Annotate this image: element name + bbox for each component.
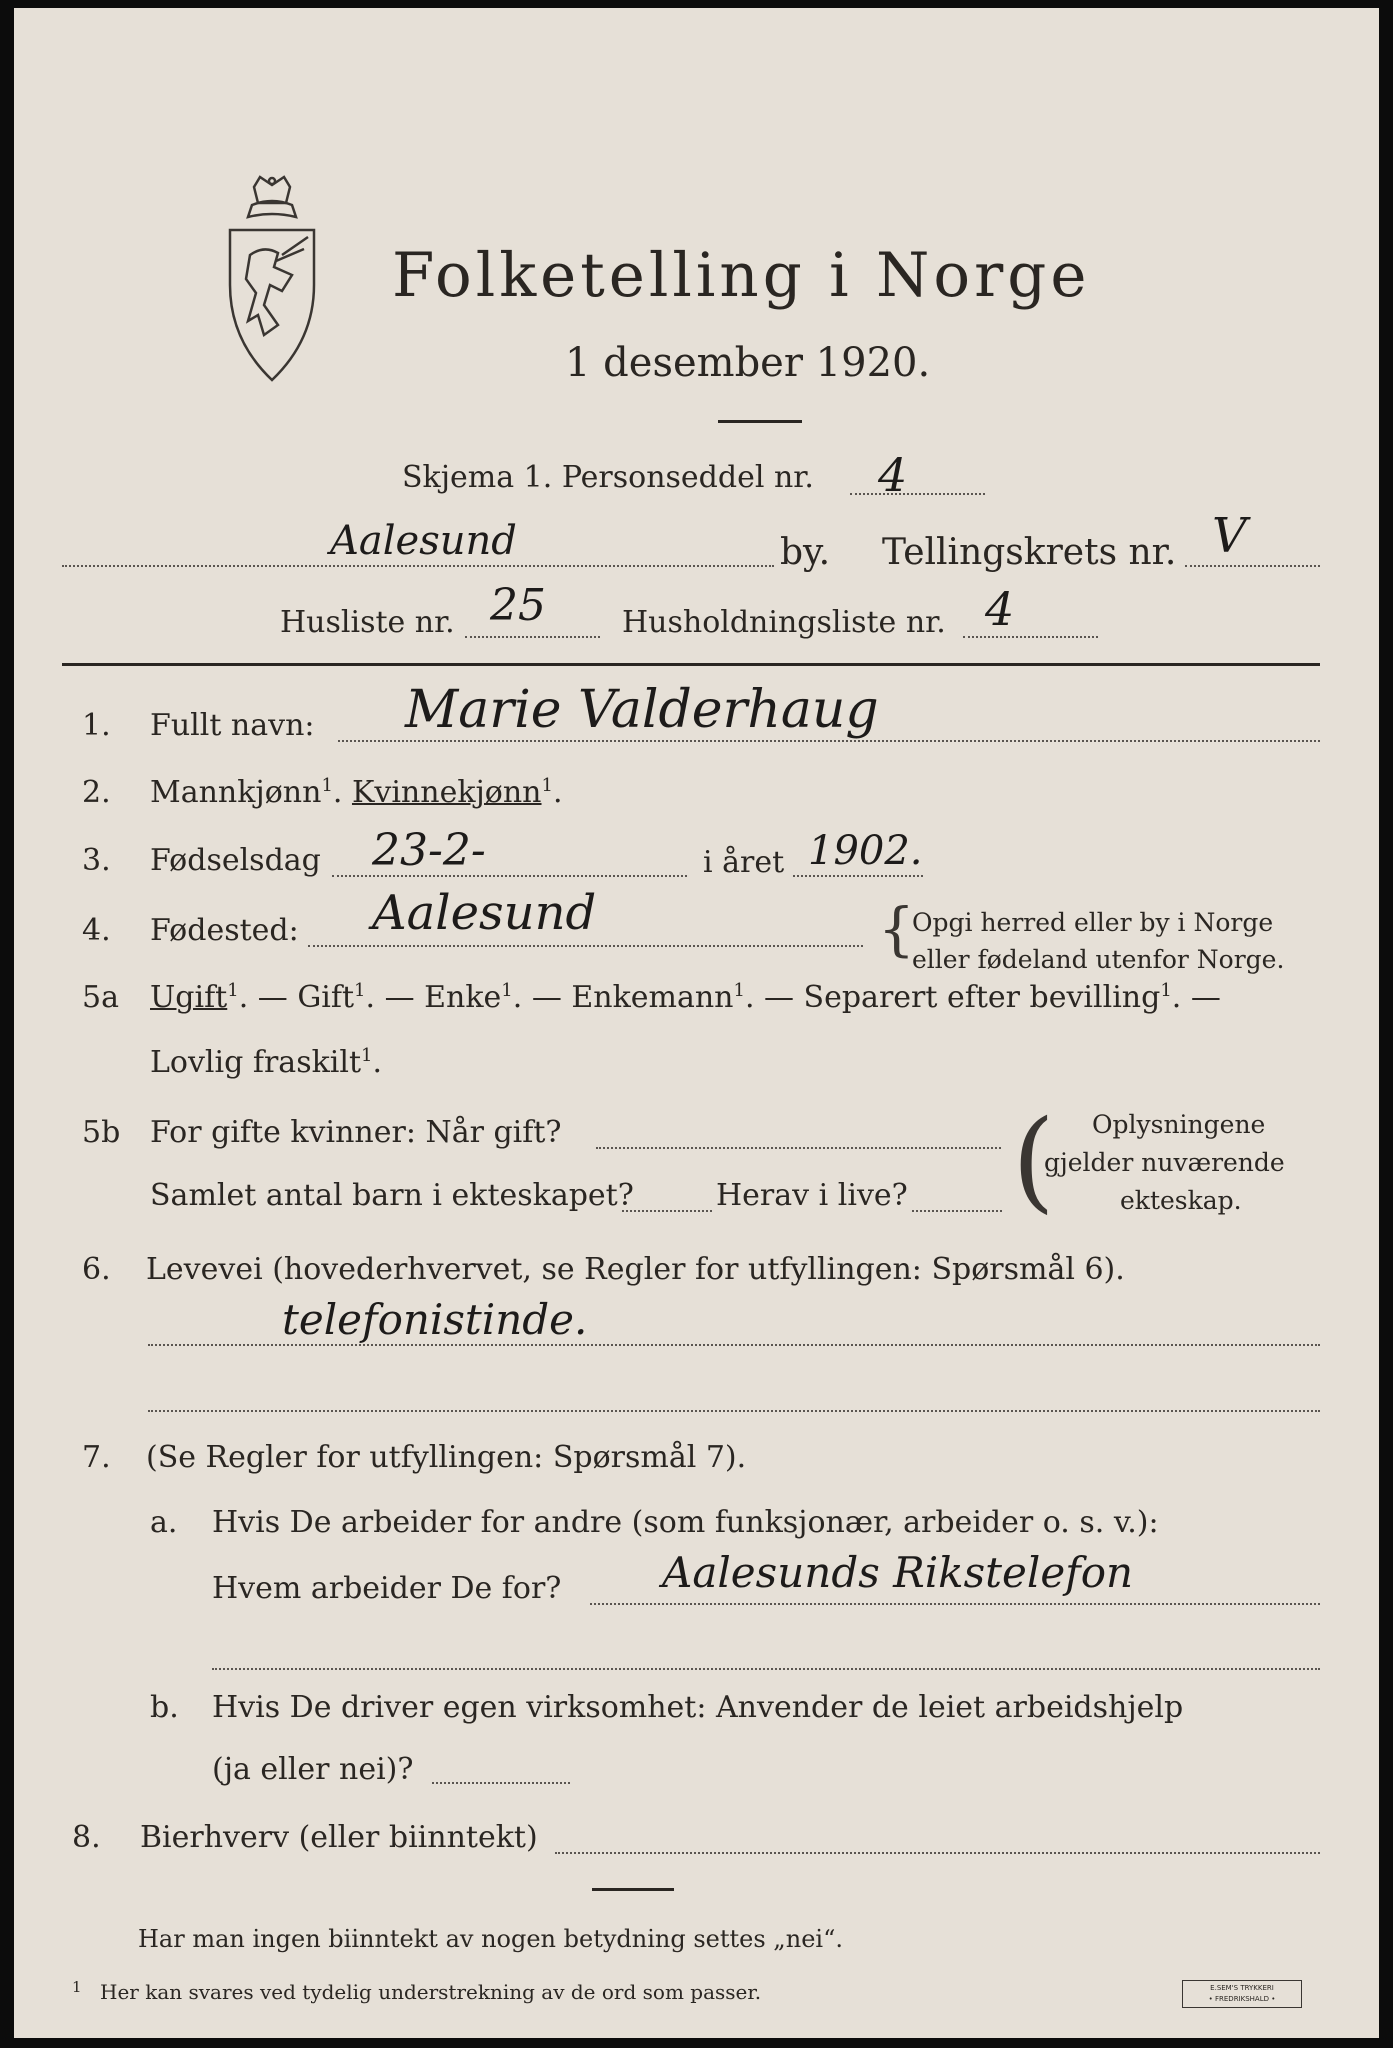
q7-label: (Se Regler for utfyllingen: Spørsmål 7). — [146, 1440, 747, 1475]
q8-underline-stroke — [592, 1888, 674, 1891]
q7a-value: Aalesunds Rikstelefon — [662, 1548, 1134, 1597]
q5b-note-line2: gjelder nuværende — [1044, 1148, 1285, 1177]
q5b-note-line3: ekteskap. — [1120, 1186, 1242, 1215]
q4-brace: { — [878, 895, 915, 963]
printer-stamp: E.SEM'S TRYKKERI • FREDRIKSHALD • — [1182, 1980, 1302, 2008]
q7a-line2: Hvem arbeider De for? — [212, 1571, 562, 1606]
q5a-enkemann: — Enkemann — [531, 980, 734, 1015]
q5b-gift-line — [596, 1147, 1001, 1149]
q5b-label: For gifte kvinner: Når gift? — [150, 1115, 562, 1150]
q3-year: 1902. — [808, 828, 923, 874]
q6-line-2 — [148, 1410, 1320, 1412]
q6-line-1 — [148, 1344, 1320, 1346]
q1-number: 1. — [82, 708, 111, 743]
by-label: by. — [780, 532, 831, 573]
q3-value: 23-2- — [372, 825, 486, 876]
q4-number: 4. — [82, 913, 111, 948]
q7b-line1: Hvis De driver egen virksomhet: Anvender de leiet arbeidshjelp — [212, 1690, 1184, 1725]
section-divider — [62, 663, 1320, 666]
q3-year-line — [793, 875, 923, 877]
by-line — [62, 565, 774, 567]
coat-of-arms-icon — [212, 175, 332, 385]
q5b-barn-line — [622, 1210, 712, 1212]
q1-label: Fullt navn: — [150, 708, 315, 743]
q5b-ilive-line — [912, 1210, 1002, 1212]
header-divider — [718, 420, 802, 423]
q2-number: 2. — [82, 775, 111, 810]
census-date: 1 desember 1920. — [565, 340, 931, 386]
husliste-value: 25 — [490, 580, 546, 631]
q8-number: 8. — [72, 1820, 101, 1855]
q2-mann: Mannkjønn — [150, 775, 322, 810]
q3-label: Fødselsdag — [150, 843, 321, 878]
q5a-fraskilt: Lovlig fraskilt$^1$. — [150, 1045, 383, 1080]
husliste-label: Husliste nr. — [280, 605, 455, 640]
q5a-options: Ugift$^1$. — Gift$^1$. — Enke$^1$. — Enkemann$^1$. — Separert efter bevilling$^1$. — — [150, 980, 1221, 1015]
q3-number: 3. — [82, 843, 111, 878]
by-value: Aalesund — [330, 518, 517, 564]
q7b-line2: (ja eller nei)? — [212, 1752, 414, 1787]
q6-label: Levevei (hovederhvervet, se Regler for utfyllingen: Spørsmål 6). — [146, 1252, 1125, 1287]
q5a-separert: — Separert efter bevilling — [764, 980, 1161, 1015]
personseddel-line — [850, 493, 985, 495]
q5a-ugift: Ugift — [150, 980, 228, 1015]
q5b-number: 5b — [82, 1115, 121, 1150]
q7a-letter: a. — [150, 1505, 178, 1540]
husholdningsliste-line — [963, 636, 1098, 638]
q7a-line-2 — [212, 1668, 1320, 1670]
tellingskrets-value: V — [1212, 508, 1247, 564]
q3-year-label: i året — [703, 845, 785, 880]
form-title: Folketelling i Norge — [392, 240, 1091, 311]
q5a-dash: — — [1190, 980, 1221, 1015]
q6-number: 6. — [82, 1252, 111, 1287]
q7b-line — [432, 1782, 570, 1784]
q5a-number: 5a — [82, 980, 119, 1015]
footnote-text: Her kan svares ved tydelig understrekning av de ord som passer. — [100, 1980, 762, 2004]
footer-note: Har man ingen biinntekt av nogen betydning settes „nei“. — [138, 1925, 843, 1953]
q2-kvinne: Kvinnekjønn — [351, 775, 542, 810]
footnote-mark: 1 — [72, 1978, 82, 1996]
q1-value: Marie Valderhaug — [405, 680, 879, 740]
q7-number: 7. — [82, 1440, 111, 1475]
q7b-letter: b. — [150, 1690, 179, 1725]
q4-label: Fødested: — [150, 913, 299, 948]
q7a-line1: Hvis De arbeider for andre (som funksjonær, arbeider o. s. v.): — [212, 1505, 1159, 1540]
q4-note-line1: Opgi herred eller by i Norge — [912, 908, 1274, 937]
q4-note-line2: eller fødeland utenfor Norge. — [912, 945, 1285, 974]
q6-value: telefonistinde. — [282, 1295, 588, 1344]
q1-line — [338, 740, 1320, 742]
q8-line — [555, 1852, 1320, 1854]
husholdningsliste-label: Husholdningsliste nr. — [622, 605, 946, 640]
q5b-ilive-label: Herav i live? — [716, 1178, 908, 1213]
q8-label: Bierhverv (eller biinntekt) — [140, 1820, 538, 1855]
q7a-line — [590, 1603, 1320, 1605]
husholdningsliste-value: 4 — [985, 582, 1015, 636]
tellingskrets-line — [1185, 565, 1320, 567]
q5b-brace: ( — [1012, 1096, 1055, 1224]
q5a-enke: — Enke — [384, 980, 502, 1015]
skjema-label: Skjema 1. Personseddel nr. — [402, 460, 814, 495]
q4-line — [308, 945, 863, 947]
husliste-line — [465, 636, 600, 638]
q2-options: Mannkjønn$^1$. Kvinnekjønn$^1$. — [150, 775, 563, 810]
personseddel-value: 4 — [878, 448, 908, 502]
q5a-gift: — Gift — [257, 980, 355, 1015]
q5b-barn-label: Samlet antal barn i ekteskapet? — [150, 1178, 634, 1213]
q4-value: Aalesund — [372, 885, 597, 941]
tellingskrets-label: Tellingskrets nr. — [882, 532, 1177, 573]
q5b-note-line1: Oplysningene — [1092, 1110, 1266, 1139]
